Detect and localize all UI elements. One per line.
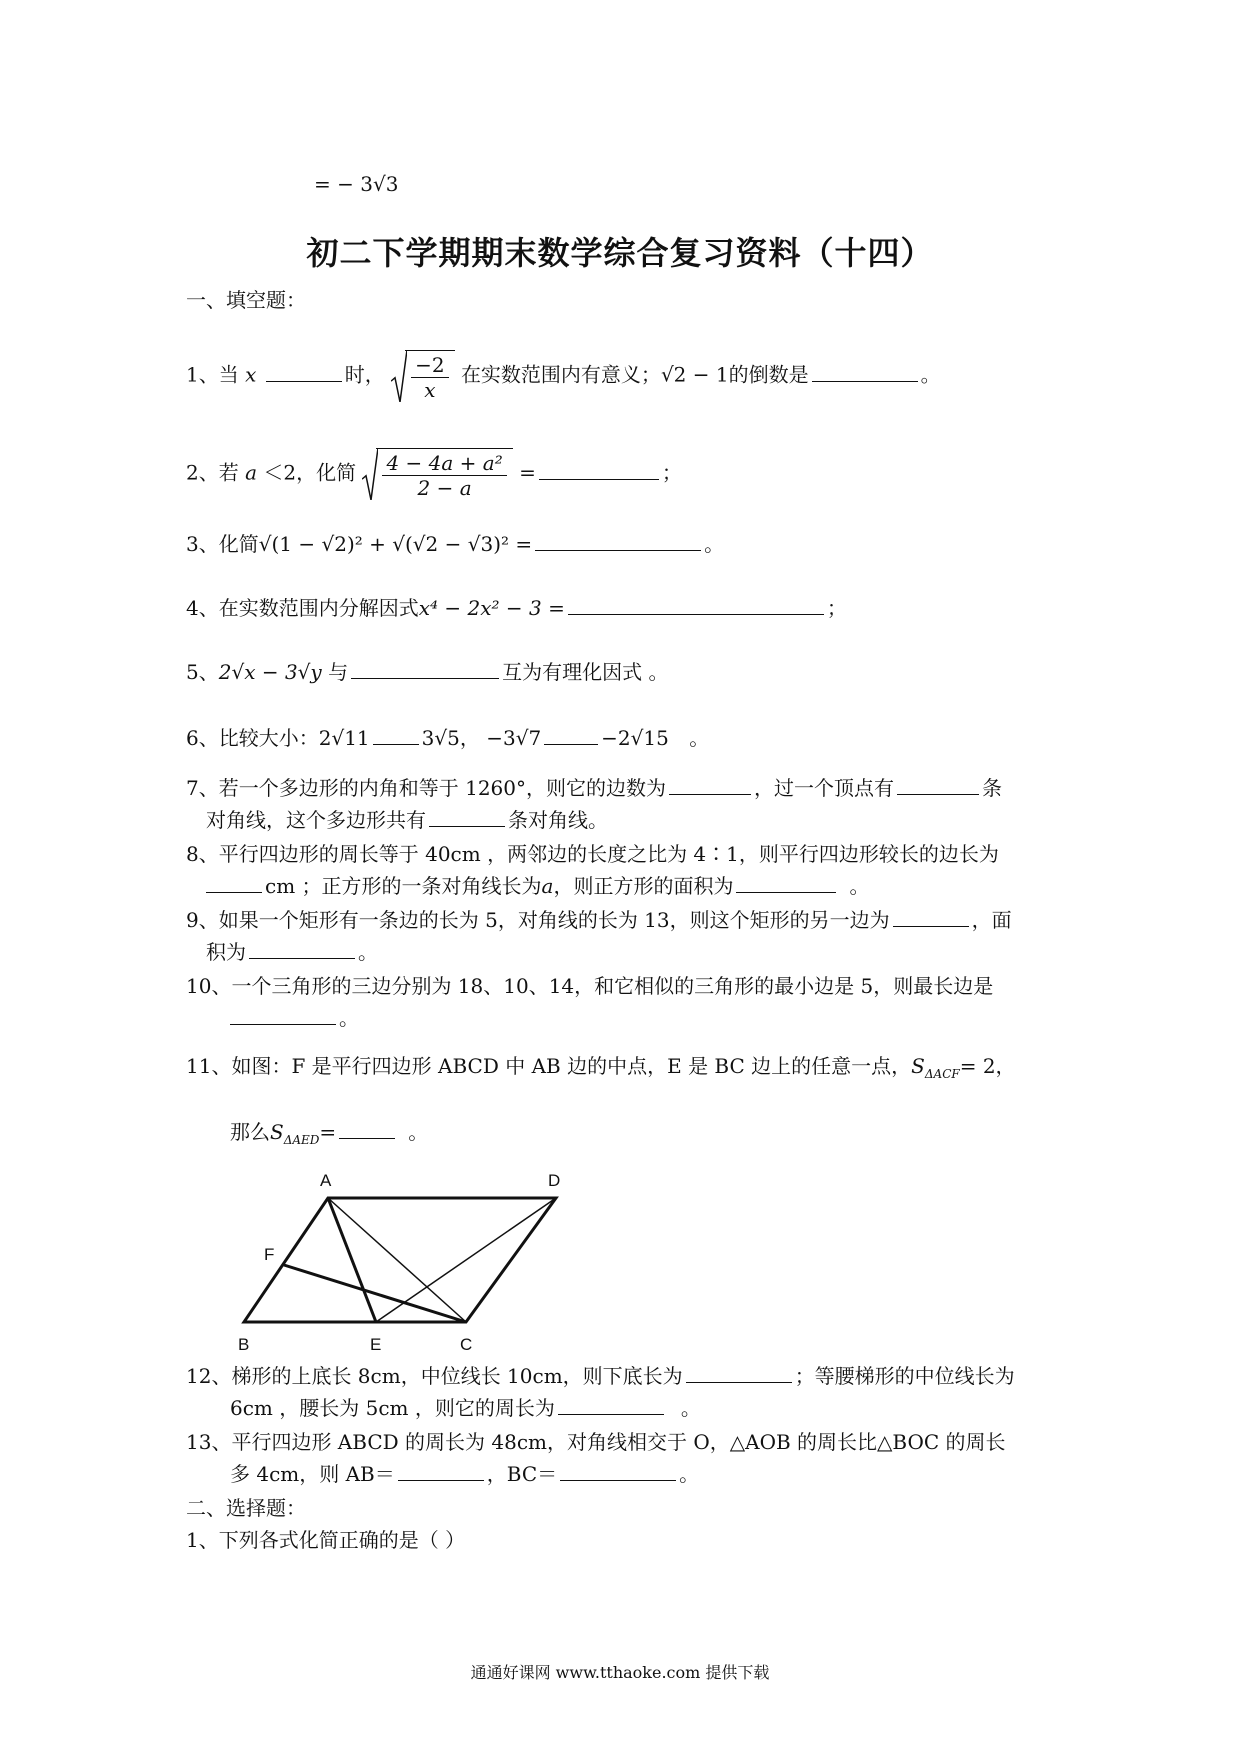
segment-AC	[328, 1198, 466, 1322]
answer-blank[interactable]	[266, 361, 342, 382]
answer-blank[interactable]	[558, 1394, 664, 1415]
answer-blank[interactable]	[893, 906, 969, 927]
question-12-line-2: 6cm ，腰长为 5cm ，则它的周长为 。	[230, 1396, 701, 1420]
answer-blank[interactable]	[897, 774, 979, 795]
answer-blank[interactable]	[736, 872, 836, 893]
answer-blank[interactable]	[686, 1362, 792, 1383]
parallelogram-outline	[244, 1198, 556, 1322]
parallelogram-figure	[226, 1160, 586, 1360]
question-4: 4、在实数范围内分解因式x⁴ − 2x² − 3 = ；	[186, 596, 847, 620]
answer-blank[interactable]	[669, 774, 751, 795]
answer-blank[interactable]	[351, 658, 499, 679]
label-D: D	[548, 1171, 561, 1190]
question-7-line-2: 对角线，这个多边形共有 条对角线。	[206, 808, 608, 832]
label-E: E	[370, 1335, 382, 1354]
question-6: 6、比较大小：2√11 3√5， −3√7 −2√15 。	[186, 726, 710, 750]
question-8-line-2: cm ；正方形的一条对角线长为a，则正方形的面积为 。	[206, 872, 869, 900]
question-13-line-2: 多 4cm，则 AB＝ ，BC＝ 。	[230, 1462, 700, 1486]
answer-blank[interactable]	[373, 724, 419, 745]
segment-DE	[376, 1198, 556, 1322]
label-A: A	[320, 1171, 332, 1190]
segment-FC	[284, 1265, 466, 1322]
page-title: 初二下学期期末数学综合复习资料（十四）	[306, 234, 934, 272]
question-7: 7、若一个多边形的内角和等于 1260°，则它的边数为 ，过一个顶点有 条	[186, 776, 1002, 800]
answer-blank[interactable]	[230, 1004, 336, 1025]
top-formula: = − 3√3	[314, 172, 399, 196]
answer-blank[interactable]	[429, 806, 505, 827]
answer-blank[interactable]	[812, 361, 918, 382]
radical-neg2-over-x: $\frac{-2}{x}$	[391, 350, 454, 402]
radical-sign-icon	[362, 448, 378, 500]
question-11-line-2: 那么$S_{\Delta AED}=$ 。	[230, 1120, 429, 1147]
question-12: 12、梯形的上底长 8cm，中位线长 10cm，则下底长为 ；等腰梯形的中位线长为	[186, 1364, 1015, 1388]
radical-sign-icon	[391, 350, 407, 402]
answer-blank[interactable]	[544, 724, 598, 745]
section-choice-heading: 二、选择题：	[186, 1496, 306, 1520]
segment-AE	[328, 1198, 376, 1322]
choice-question-1: 1、下列各式化简正确的是（ ）	[186, 1528, 466, 1552]
question-5: 5、2√x − 3√y 与 互为有理化因式 。	[186, 660, 669, 684]
figure-segments	[284, 1198, 556, 1322]
answer-blank[interactable]	[560, 1460, 676, 1481]
radical-fraction: $\frac{\text{4 − 4a + a²}}{2 - a}$	[362, 448, 512, 500]
footer: 通通好课网 www.tthaoke.com 提供下载	[470, 1663, 770, 1682]
answer-blank[interactable]	[249, 938, 355, 959]
answer-blank[interactable]	[206, 872, 262, 893]
question-13: 13、平行四边形 ABCD 的周长为 48cm，对角线相交于 O，△AOB 的周长比△BOC 的周长	[186, 1430, 1006, 1454]
answer-blank[interactable]	[339, 1118, 395, 1139]
question-1: 1、当 x 时， $\frac{-2}{x}$ 在实数范围内有意义；√2 − 1的倒数是 。	[186, 350, 941, 402]
question-9: 9、如果一个矩形有一条边的长为 5，对角线的长为 13，则这个矩形的另一边为 ，面	[186, 908, 1012, 932]
question-9-line-2: 积为 。	[206, 940, 378, 964]
label-F: F	[264, 1245, 275, 1264]
question-3: 3、化简√(1 − √2)² + √(√2 − √3)² = 。	[186, 532, 725, 556]
answer-blank[interactable]	[568, 594, 824, 615]
answer-blank[interactable]	[398, 1460, 484, 1481]
question-10: 10、一个三角形的三边分别为 18、10、14，和它相似的三角形的最小边是 5，则最长边是	[186, 974, 994, 998]
question-2: 2、若 a ＜2，化简 $\frac{\text{4 − 4a + a²}}{2 - a}$ = ；	[186, 448, 682, 500]
label-B: B	[238, 1335, 250, 1354]
question-11: 11、如图：F 是平行四边形 ABCD 中 AB 边的中点，E 是 BC 边上的任意一点，$S_{\Delta ACF}= 2$，	[186, 1054, 1016, 1081]
answer-blank[interactable]	[535, 530, 701, 551]
label-C: C	[460, 1335, 473, 1354]
question-10-line-2: 。	[230, 1004, 359, 1032]
section-fill-in-heading: 一、填空题：	[186, 288, 306, 312]
question-8: 8、平行四边形的周长等于 40cm ，两邻边的长度之比为 4∶1，则平行四边形较长的边长为	[186, 842, 999, 866]
answer-blank[interactable]	[539, 459, 659, 480]
